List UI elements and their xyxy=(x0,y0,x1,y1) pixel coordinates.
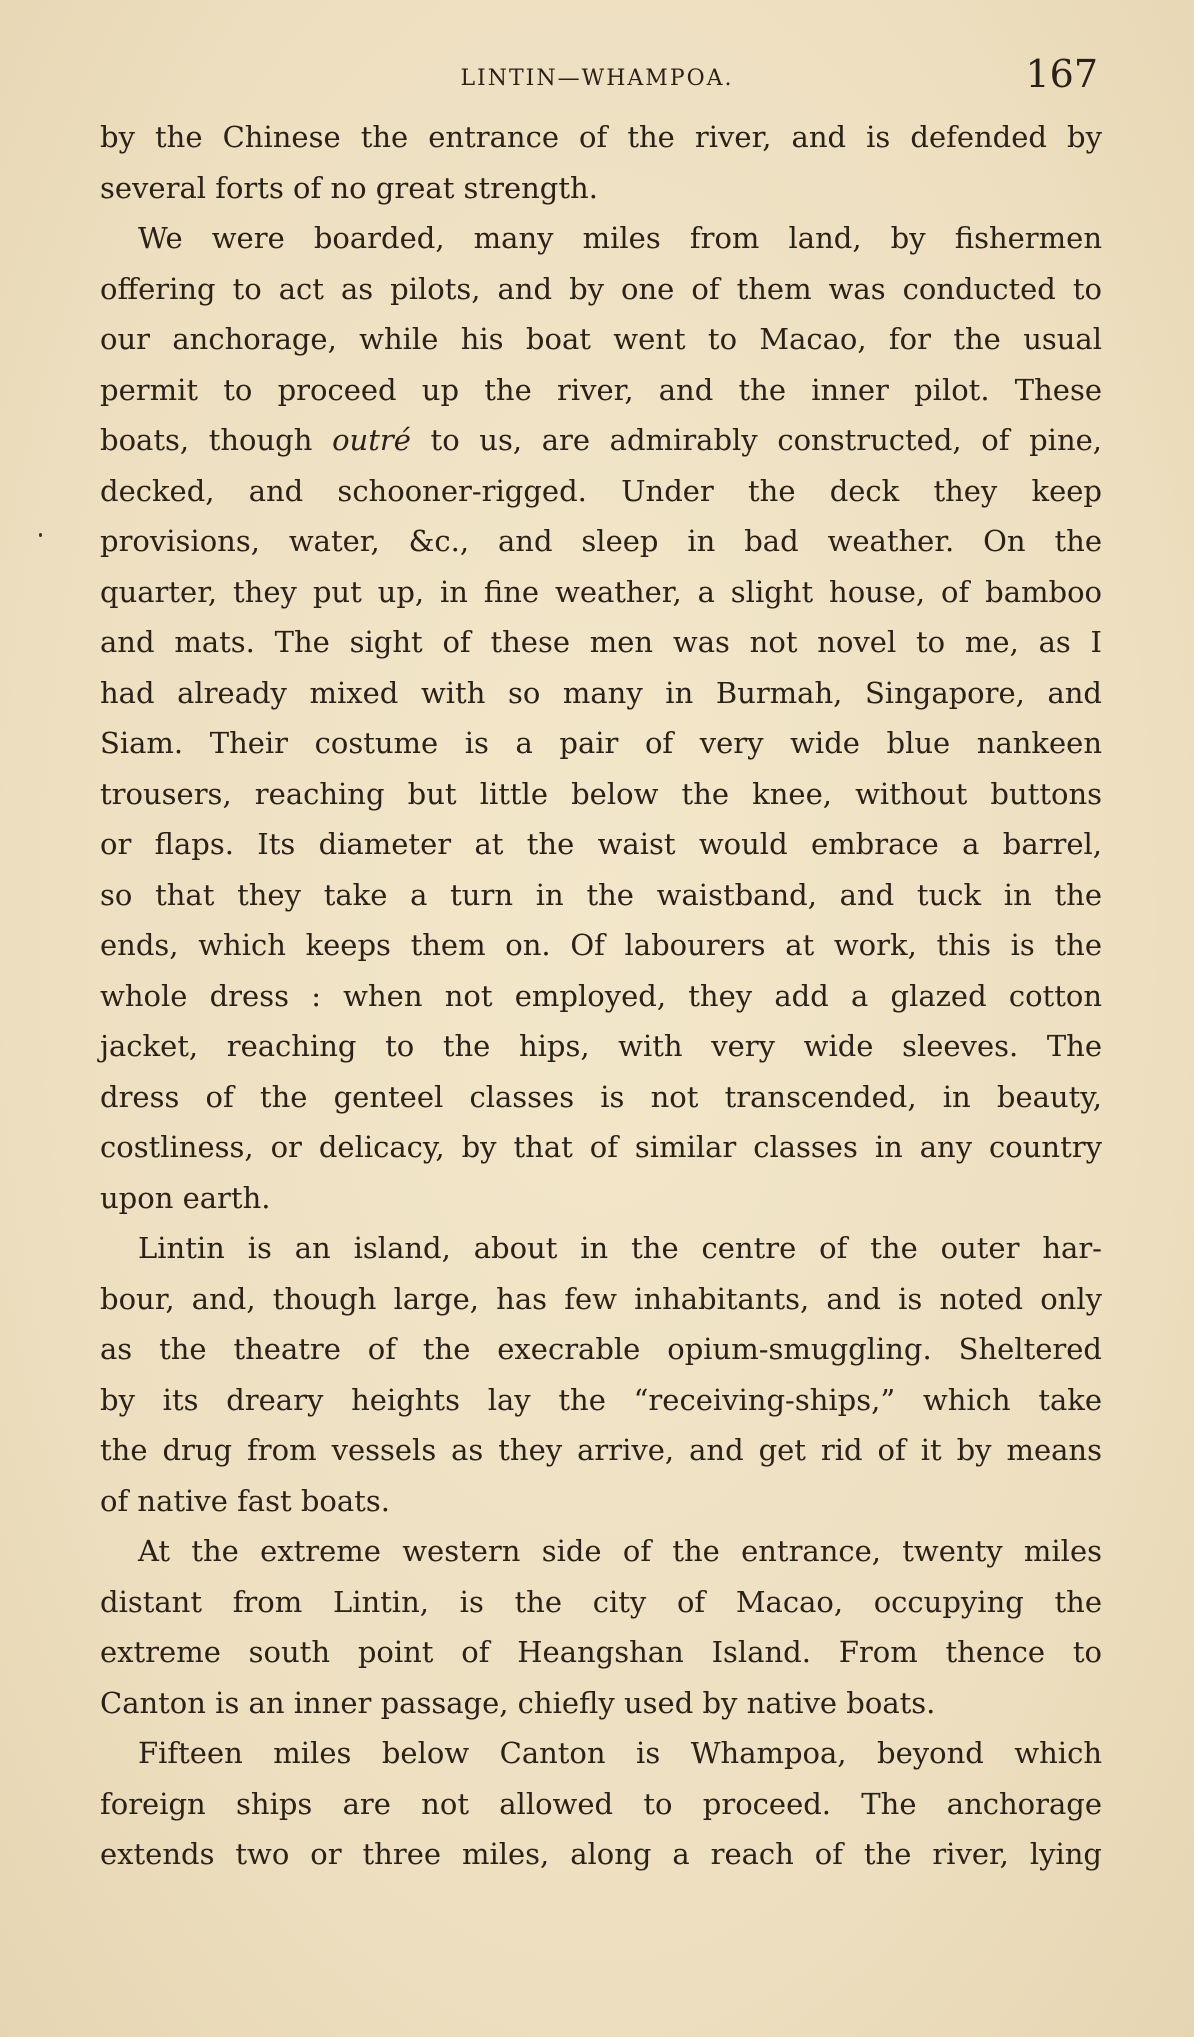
text-line: At the extreme western side of the entrance, twenty miles xyxy=(138,1534,1102,1568)
text-line: foreign ships are not allowed to proceed. The anchorage xyxy=(100,1786,1102,1821)
text-line: so that they take a turn in the waistband, and tuck in the xyxy=(100,877,1102,912)
text-line: costliness, or delicacy, by that of similar classes in any country xyxy=(100,1130,1102,1164)
text-line: distant from Lintin, is the city of Macao, occupying the xyxy=(100,1584,1102,1619)
text-line: several forts of no great strength. xyxy=(100,170,598,205)
text-line: We were boarded, many miles from land, by fishermen xyxy=(138,221,1102,255)
text-line: decked, and schooner-rigged. Under the deck they keep xyxy=(100,473,1102,508)
text-line: bour, and, though large, has few inhabitants, and is noted only xyxy=(100,1281,1102,1316)
text-line: permit to proceed up the river, and the inner pilot. These xyxy=(100,372,1102,407)
text-line: extreme south point of Heangshan Island. From thence to xyxy=(100,1635,1102,1669)
text-line: upon earth. xyxy=(100,1180,271,1215)
text-line: of native fast boats. xyxy=(100,1483,390,1518)
text-line: Siam. Their costume is a pair of very wide blue nankeen xyxy=(100,726,1102,760)
text-line: ends, which keeps them on. Of labourers at work, this is the xyxy=(100,928,1102,962)
text-line: trousers, reaching but little below the knee, without buttons xyxy=(100,776,1102,811)
text-line: Lintin is an island, about in the centre of the outer har- xyxy=(138,1231,1102,1265)
page-number: 167 xyxy=(1025,52,1098,96)
running-head xyxy=(0,48,1194,108)
text-line: Fifteen miles below Canton is Whampoa, beyond which xyxy=(138,1736,1102,1770)
text-line: our anchorage, while his boat went to Macao, for the usual xyxy=(100,322,1102,356)
text-segment: to us, are admirably constructed, of pine, xyxy=(410,423,1103,457)
running-title: LINTIN—WHAMPOA. xyxy=(460,66,734,91)
text-line: extends two or three miles, along a reach of the river, lying xyxy=(100,1837,1102,1871)
body-text xyxy=(100,112,1102,1880)
text-line: by the Chinese the entrance of the river, and is defended by xyxy=(100,120,1102,154)
text-line: and mats. The sight of these men was not novel to me, as I xyxy=(100,625,1102,659)
text-segment: boats, though xyxy=(100,423,333,457)
text-line: Canton is an inner passage, chiefly used by native boats. xyxy=(100,1685,936,1720)
text-line: provisions, water, &c., and sleep in bad weather. On the xyxy=(100,524,1102,558)
text-line: jacket, reaching to the hips, with very wide sleeves. The xyxy=(100,1029,1102,1063)
text-line: by its dreary heights lay the “receiving-ships,” which take xyxy=(100,1382,1102,1417)
text-line: or flaps. Its diameter at the waist would embrace a barrel, xyxy=(100,827,1102,861)
text-line: whole dress : when not employed, they add a glazed cotton xyxy=(100,978,1102,1013)
text-line: quarter, they put up, in fine weather, a slight house, of bamboo xyxy=(100,574,1102,609)
italic-word: outré xyxy=(332,423,411,457)
text-line: dress of the genteel classes is not transcended, in beauty, xyxy=(100,1079,1102,1114)
text-line: as the theatre of the execrable opium-smuggling. Sheltered xyxy=(100,1332,1102,1366)
text-line xyxy=(100,415,1102,466)
text-line: offering to act as pilots, and by one of them was conducted to xyxy=(100,271,1102,306)
ink-speck xyxy=(39,533,42,537)
text-line: the drug from vessels as they arrive, and get rid of it by means xyxy=(100,1433,1102,1467)
text-line: had already mixed with so many in Burmah, Singapore, and xyxy=(100,675,1102,710)
